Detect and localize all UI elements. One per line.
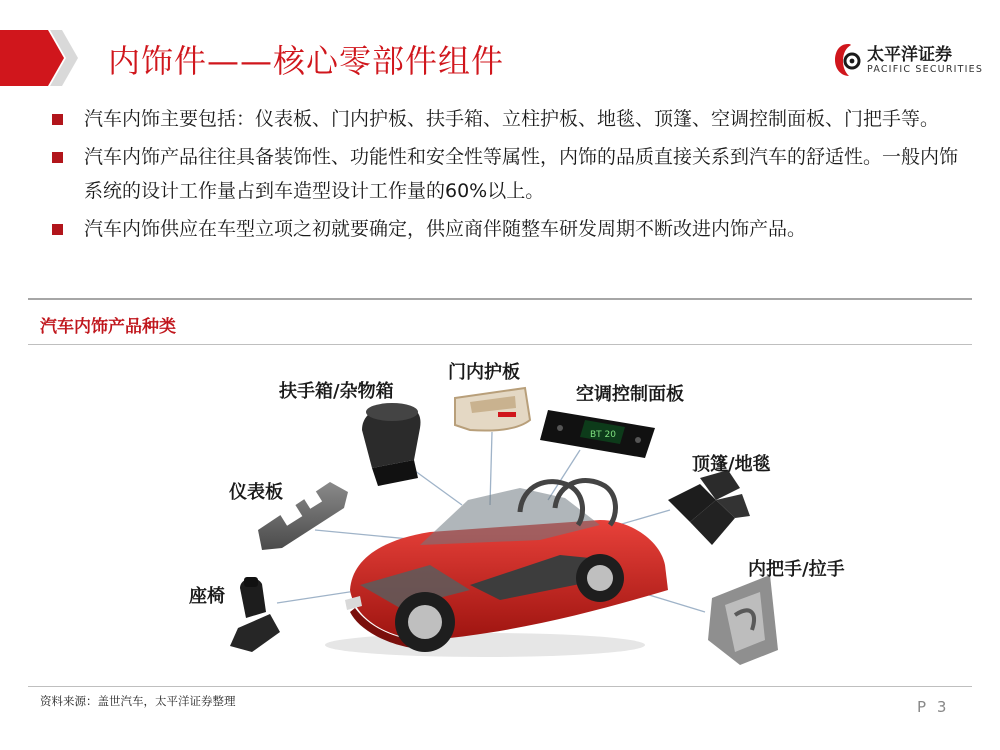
footer-divider — [28, 686, 972, 687]
inner-door-handle-image — [708, 575, 778, 665]
label-seat: 座椅 — [189, 586, 225, 607]
label-inner-handle: 内把手/拉手 — [748, 559, 845, 580]
logo-mark-icon — [833, 42, 863, 78]
section-top-divider — [28, 298, 972, 300]
source-note: 资料来源：盖世汽车，太平洋证券整理 — [40, 694, 236, 708]
sports-car-image — [325, 481, 668, 657]
bullet-item — [46, 140, 976, 208]
ac-control-panel-image — [540, 410, 655, 458]
bullet-square-icon — [52, 114, 63, 125]
label-armrest: 扶手箱/杂物箱 — [279, 381, 394, 402]
seat-image — [230, 577, 280, 652]
bullet-square-icon — [52, 152, 63, 163]
armrest-box-image — [362, 403, 420, 486]
bullet-item — [46, 212, 976, 246]
label-dashboard: 仪表板 — [229, 482, 283, 503]
label-ac-panel: 空调控制面板 — [576, 384, 684, 405]
label-door-panel: 门内护板 — [448, 362, 520, 383]
label-headliner-carpet: 顶篷/地毯 — [692, 454, 771, 475]
page-number: P 3 — [917, 698, 950, 716]
bullet-list — [46, 102, 976, 250]
logo-chinese-text: 太平洋证券 — [867, 45, 952, 65]
ac-display-text: BT 20 — [590, 430, 616, 440]
floor-mats-image — [668, 470, 750, 545]
bullet-item — [46, 102, 976, 136]
section-title: 汽车内饰产品种类 — [40, 317, 176, 337]
section-title-divider — [28, 344, 972, 345]
bullet-text: 汽车内饰主要包括：仪表板、门内护板、扶手箱、立柱护板、地毯、顶篷、空调控制面板、门把手等。 — [84, 108, 940, 130]
bullet-text: 汽车内饰产品往往具备装饰性、功能性和安全性等属性，内饰的品质直接关系到汽车的舒适性。一般内饰系统的设计工作量占到车造型设计工作量的60%以上。 — [84, 146, 959, 202]
interior-parts-figure — [150, 350, 870, 680]
company-logo — [833, 40, 983, 80]
bullet-square-icon — [52, 224, 63, 235]
header-chevron-grey — [50, 30, 90, 86]
logo-english-text: PACIFIC SECURITIES — [867, 64, 984, 75]
page-title: 内饰件——核心零部件组件 — [108, 42, 505, 80]
door-panel-image — [455, 388, 530, 431]
bullet-text: 汽车内饰供应在车型立项之初就要确定，供应商伴随整车研发周期不断改进内饰产品。 — [84, 218, 807, 240]
